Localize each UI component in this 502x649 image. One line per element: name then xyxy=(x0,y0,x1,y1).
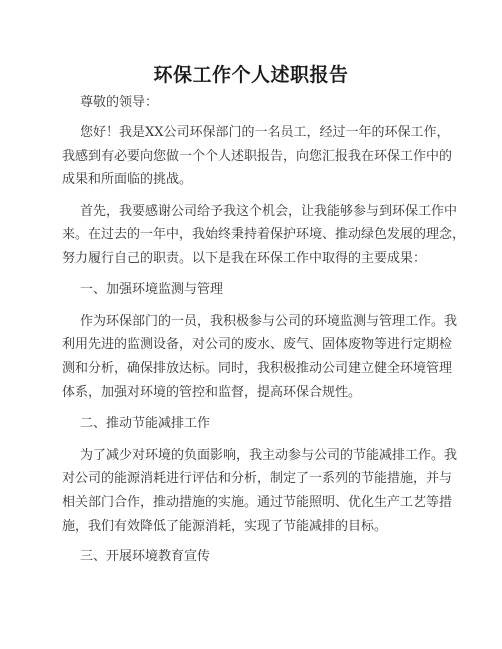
section-1-line-4: 体系，加强对环境的管控和监督，提高环保合规性。 xyxy=(62,385,362,400)
salutation: 尊敬的领导： xyxy=(80,95,159,110)
section-2-heading: 二、推动节能减排工作 xyxy=(80,416,211,431)
paragraph-1-line-1: 您好！我是XX公司环保部门的一名员工，经过一年的环保工作， xyxy=(80,125,450,140)
document-title: 环保工作个人述职报告 xyxy=(153,64,349,86)
section-1-line-2: 利用先进的监测设备，对公司的废水、废气、固体废物等进行定期检 xyxy=(62,337,453,352)
section-2-line-3: 相关部门合作，推动措施的实施。通过节能照明、优化生产工艺等措 xyxy=(62,495,453,510)
section-1-line-3: 测和分析，确保排放达标。同时，我积极推动公司建立健全环境管理 xyxy=(62,361,453,376)
paragraph-2-line-3: 努力履行自己的职责。以下是我在环保工作中取得的主要成果： xyxy=(62,251,427,266)
section-3-heading: 三、开展环境教育宣传 xyxy=(80,549,211,564)
paragraph-2-line-1: 首先，我要感谢公司给予我这个机会，让我能够参与到环保工作中 xyxy=(80,204,458,219)
paragraph-2-line-2: 来。在过去的一年中，我始终秉持着保护环境、推动绿色发展的理念， xyxy=(62,227,466,242)
section-1-heading: 一、加强环境监测与管理 xyxy=(80,282,224,297)
section-2-line-1: 为了减少对环境的负面影响，我主动参与公司的节能减排工作。我 xyxy=(80,448,458,463)
section-2-line-2: 对公司的能源消耗进行评估和分析，制定了一系列的节能措施，并与 xyxy=(62,471,453,486)
section-1-line-1: 作为环保部门的一员，我积极参与公司的环境监测与管理工作。我 xyxy=(80,314,458,329)
section-2-line-4: 施，我们有效降低了能源消耗，实现了节能减排的目标。 xyxy=(62,519,388,534)
paragraph-1-line-3: 成果和所面临的挑战。 xyxy=(62,172,193,187)
paragraph-1-line-2: 我感到有必要向您做一个个人述职报告，向您汇报我在环保工作中的 xyxy=(62,149,453,164)
